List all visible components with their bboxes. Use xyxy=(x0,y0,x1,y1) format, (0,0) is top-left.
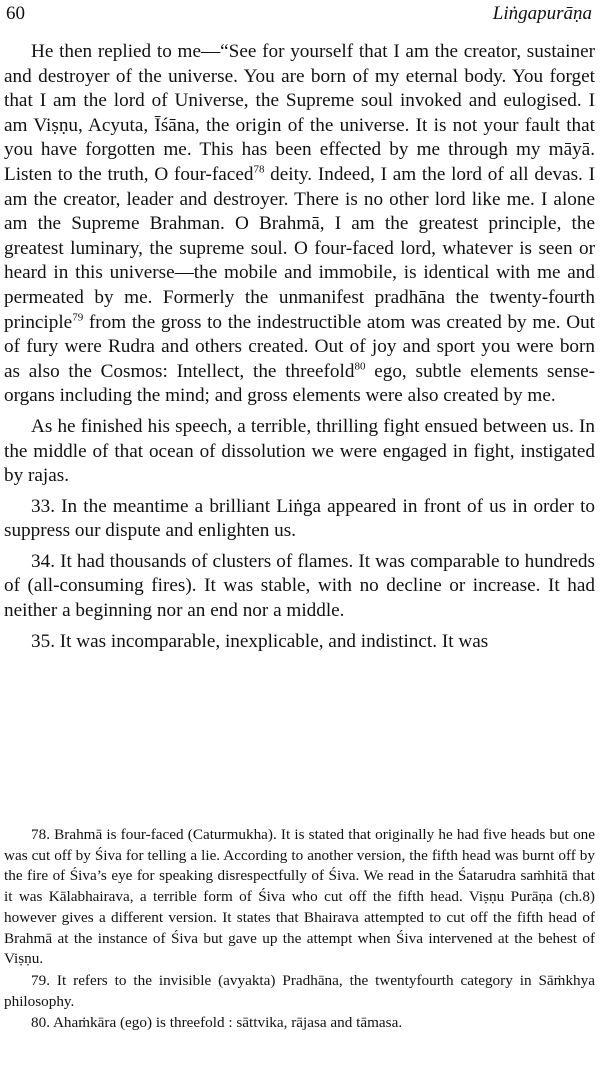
main-text xyxy=(4,40,595,660)
text-segment: He then replied to me—“See for yourself that I am the creator, sustainer and destroyer of the universe. You are born of my eternal body. You forget that I am the lord of Universe, the Supreme soul invoked and eulogised. I am Viṣṇu, Acyuta, Īśāna, the origin of the universe. It is not your fault that you have forgotten me. This has been effected by me through my māyā. Listen to the truth, O four-faced xyxy=(4,41,595,185)
page-number: 60 xyxy=(6,3,25,24)
footnote-79: 79. It refers to the invisible (avyakta) Pradhāna, the twentyfourth category in Sāṁkhya philosophy. xyxy=(4,971,595,1010)
text-segment: from the gross to the indestructible atom was created by me. Out of fury were Rudra and others created. Out of joy and sport you were born as also the Cosmos: Intellect, the threefold xyxy=(4,311,595,382)
text-segment: deity. Indeed, I am the lord of all devas. I am the creator, leader and destroyer. There is no other lord like me. I alone am the Supreme Brahman. O Brahmā, I am the greatest principle, the greatest luminary, the supreme soul. O four-faced lord, whatever is seen or heard in this universe—the mobile and immobile, is identical with me and permeated by me. Formerly the unmanifest pradhāna the twenty-fourth principle xyxy=(4,163,595,333)
footnote-ref-80: 80 xyxy=(354,360,366,373)
text-segment: ego, subtle elements sense-organs including the mind; and gross elements were also created by me. xyxy=(4,360,595,407)
paragraph-35: 35. It was incomparable, inexplicable, and indistinct. It was xyxy=(31,630,489,652)
running-title: Liṅgapurāṇa xyxy=(492,3,592,24)
paragraph-34: 34. It had thousands of clusters of flames. It was comparable to hundreds of (all-consuming fires). It was stable, with no decline or increase. It had neither a beginning nor an end nor a middle. xyxy=(4,550,595,622)
footnote-ref-79: 79 xyxy=(72,311,84,324)
page-header xyxy=(0,0,600,32)
footnotes xyxy=(4,825,595,1035)
paragraph-speech xyxy=(4,40,595,409)
paragraph-33: 33. In the meantime a brilliant Liṅga appeared in front of us in order to suppress our dispute and enlighten us. xyxy=(4,495,595,542)
paragraph-fight: As he finished his speech, a terrible, thrilling fight ensued between us. In the middle of that ocean of dissolution we were engaged in fight, instigated by rajas. xyxy=(4,415,595,487)
footnote-78: 78. Brahmā is four-faced (Caturmukha). It is stated that originally he had five heads but one was cut off by Śiva for telling a lie. According to another version, the fifth head was burnt off by the fire of Śiva’s eye for speaking disrespectfully of Śiva. We read in the Śatarudra saṁhitā that it was Kālabhairava, a terrible form of Śiva who cut off the fifth head. Viṣṇu Purāṇa (ch.8) however gives a different version. It states that Bhairava attempted to cut off the fifth head of Brahmā at the instance of Śiva but gave up the attempt when Śiva intervened at the behest of Viṣṇu. xyxy=(4,826,595,968)
footnote-80: 80. Ahaṁkāra (ego) is threefold : sāttvika, rājasa and tāmasa. xyxy=(31,1014,403,1032)
footnote-ref-78: 78 xyxy=(253,163,265,176)
